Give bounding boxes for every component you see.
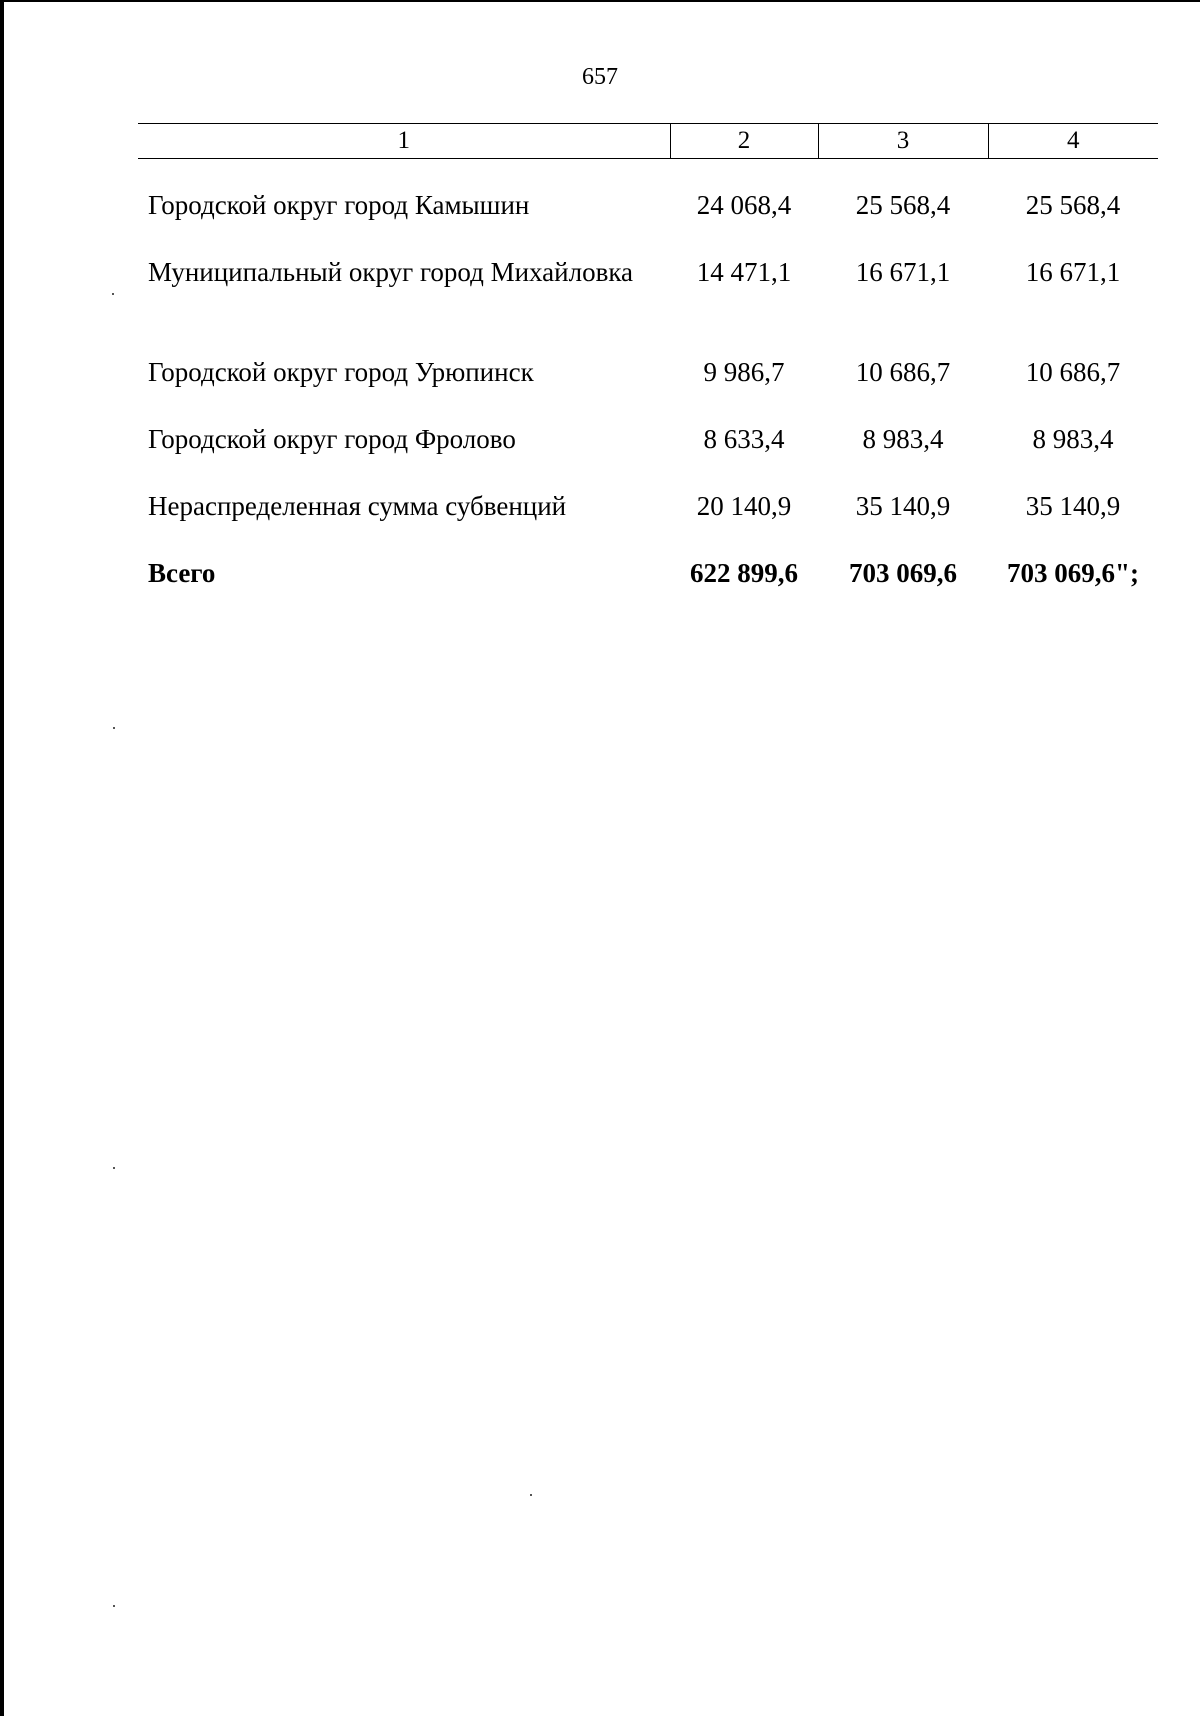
scan-edge-top [0,0,1200,2]
scan-speck [530,1494,532,1496]
row-value-col4: 25 568,4 [1025,190,1121,220]
row-value-col3: 8 983,4 [862,424,944,454]
table-row [138,490,1158,557]
scan-speck [113,727,115,729]
total-row [138,557,1158,624]
row-name: Нераспределенная сумма субвенций [148,491,567,521]
row-value-col2: 20 140,9 [696,491,792,521]
table-row [138,356,1158,423]
total-value-col2: 622 899,6 [690,558,798,588]
row-value-col4: 35 140,9 [1025,491,1121,521]
row-value-col3: 25 568,4 [855,190,951,220]
scan-edge-left [0,0,4,1716]
row-name: Муниципальный округ город Михайловка [148,257,634,287]
scan-speck [113,1167,115,1169]
row-name: Городской округ город Фролово [148,424,516,454]
row-name: Городской округ город Урюпинск [148,357,534,387]
column-header-2: 2 [670,124,818,159]
table-row [138,423,1158,490]
row-value-col3: 10 686,7 [855,357,951,387]
column-header-1: 1 [138,124,670,159]
row-name: Городской округ город Камышин [148,190,530,220]
scan-speck [113,1605,115,1607]
scan-speck [112,293,114,295]
row-value-col2: 14 471,1 [696,257,792,287]
row-value-col2: 24 068,4 [696,190,792,220]
table-header-row [138,124,1158,159]
total-value-col3: 703 069,6 [849,558,957,588]
row-value-col2: 9 986,7 [703,357,785,387]
data-table [138,123,1158,624]
row-value-col4: 8 983,4 [1032,424,1114,454]
table-row [138,189,1158,256]
column-header-4: 4 [988,124,1158,159]
row-value-col2: 8 633,4 [703,424,785,454]
row-value-col4: 10 686,7 [1025,357,1121,387]
page-number: 657 [582,64,618,90]
column-header-3: 3 [818,124,988,159]
row-value-col3: 16 671,1 [855,257,951,287]
row-value-col4: 16 671,1 [1025,257,1121,287]
total-label: Всего [148,558,216,588]
row-value-col3: 35 140,9 [855,491,951,521]
table-row [138,256,1158,356]
total-value-col4: 703 069,6"; [1007,558,1139,588]
